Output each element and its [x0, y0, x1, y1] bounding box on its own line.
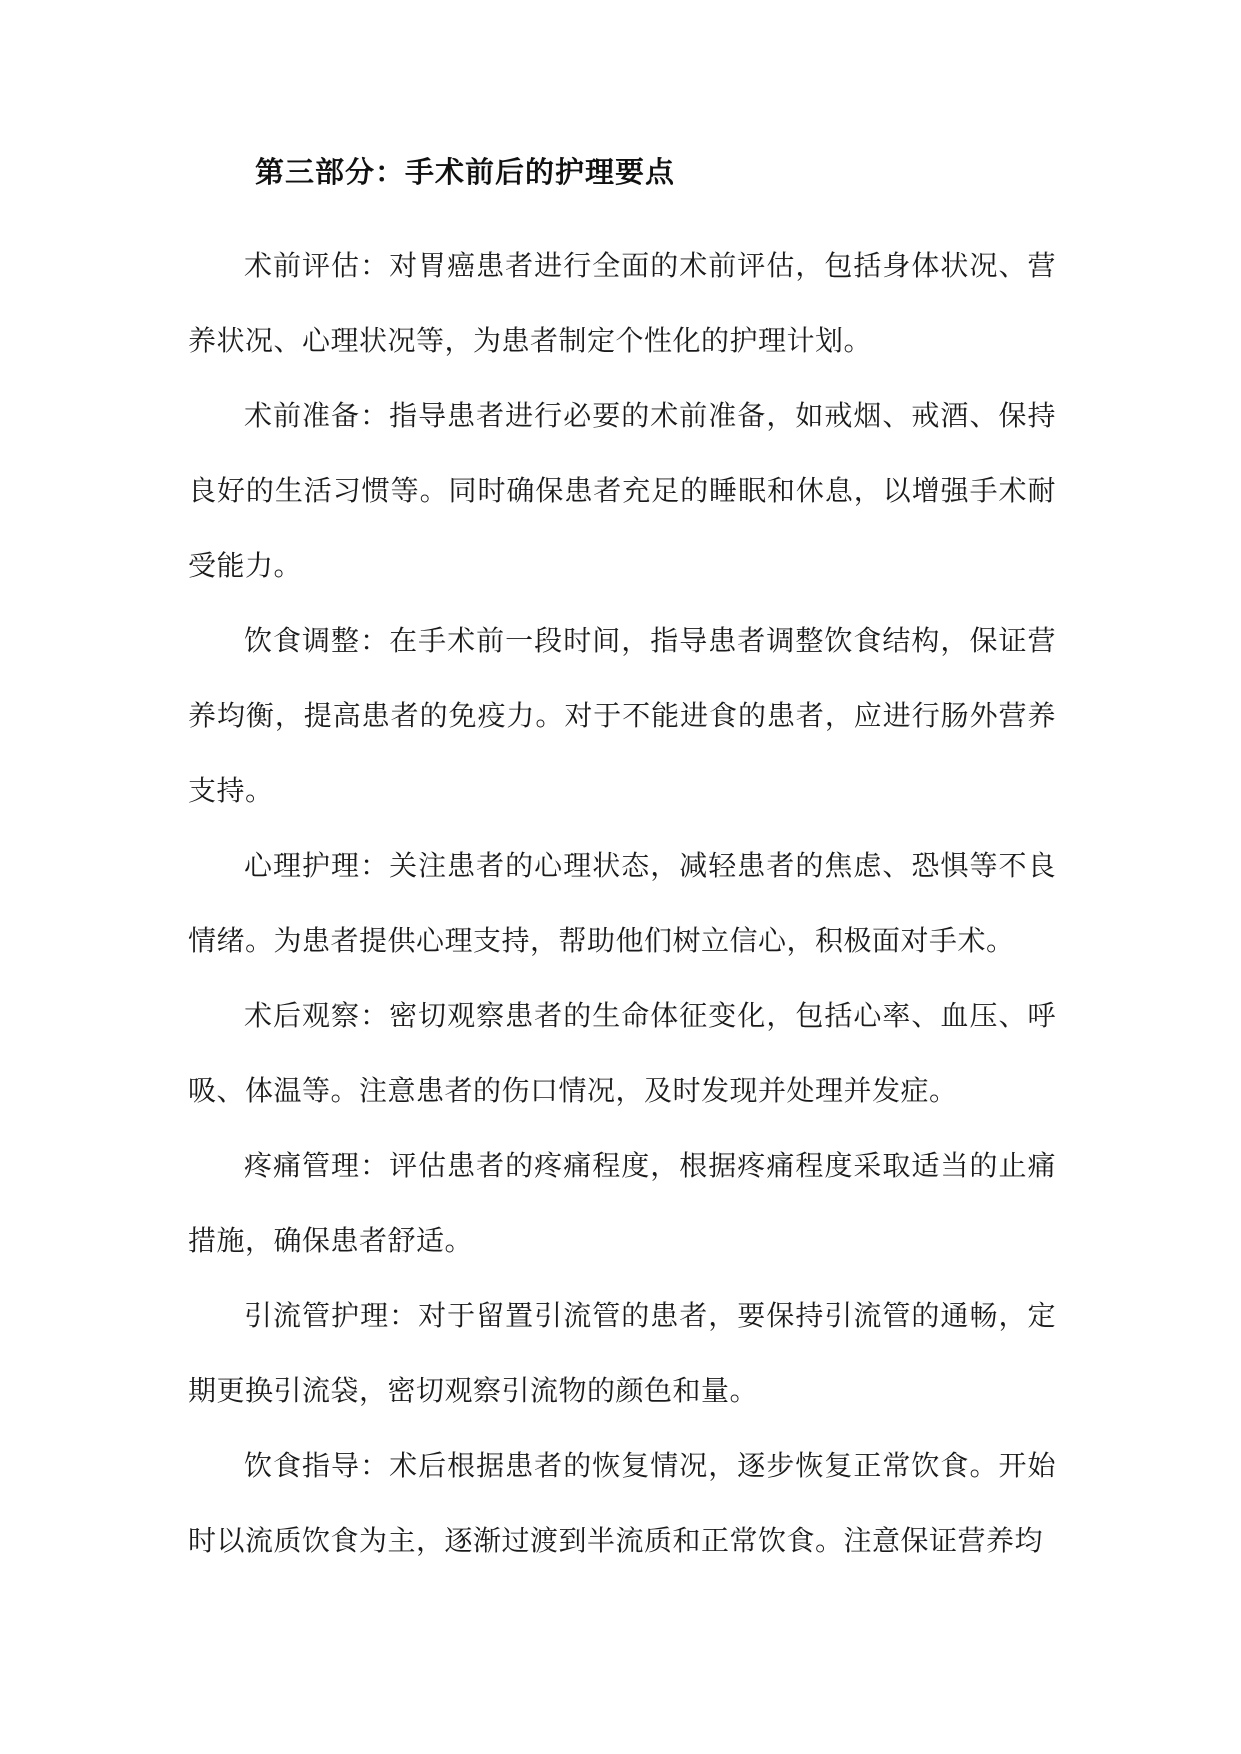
paragraph-preop-assessment: 术前评估：对胃癌患者进行全面的术前评估，包括身体状况、营养状况、心理状况等，为患者制定个性化的护理计划。	[188, 249, 1056, 357]
paragraph-diet-guidance: 饮食指导：术后根据患者的恢复情况，逐步恢复正常饮食。开始时以流质饮食为主，逐渐过渡到半流质和正常饮食。注意保证营养均	[188, 1449, 1056, 1557]
body-text	[188, 228, 1056, 1578]
paragraph-drainage-care: 引流管护理：对于留置引流管的患者，要保持引流管的通畅，定期更换引流袋，密切观察引流物的颜色和量。	[188, 1299, 1056, 1407]
paragraph-diet-adjustment: 饮食调整：在手术前一段时间，指导患者调整饮食结构，保证营养均衡，提高患者的免疫力。对于不能进食的患者，应进行肠外营养支持。	[188, 624, 1056, 807]
paragraph-preop-preparation: 术前准备：指导患者进行必要的术前准备，如戒烟、戒酒、保持良好的生活习惯等。同时确保患者充足的睡眠和休息，以增强手术耐受能力。	[188, 399, 1056, 582]
paragraph-psychological-care: 心理护理：关注患者的心理状态，减轻患者的焦虑、恐惧等不良情绪。为患者提供心理支持，帮助他们树立信心，积极面对手术。	[188, 849, 1056, 957]
paragraph-pain-management: 疼痛管理：评估患者的疼痛程度，根据疼痛程度采取适当的止痛措施，确保患者舒适。	[188, 1149, 1056, 1257]
section-title: 第三部分：手术前后的护理要点	[255, 155, 676, 189]
paragraph-postop-observation: 术后观察：密切观察患者的生命体征变化，包括心率、血压、呼吸、体温等。注意患者的伤口情况，及时发现并处理并发症。	[188, 999, 1056, 1107]
